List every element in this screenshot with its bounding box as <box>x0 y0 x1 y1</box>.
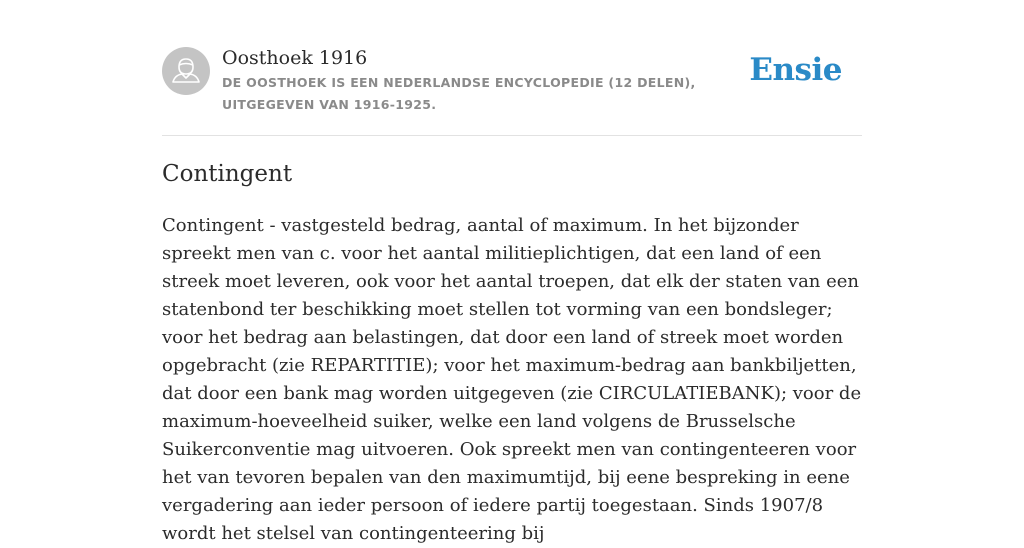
entry-body: Contingent - vastgesteld bedrag, aantal of maximum. In het bijzonder spreekt men van c. voor het aantal militieplichtigen, dat een land of een streek moet leveren, ook voor het aantal troepen, dat elk der staten van een statenbond ter beschikking moet stellen tot vorming van een bondsleger; voor het bedrag aan belastingen, dat door een land of streek moet worden opgebracht (zie REPARTITIE); voor het maximum-bedrag aan bankbiljetten, dat door een bank mag worden uitgegeven (zie CIRCULATIEBANK); voor de maximum-hoeveelheid suiker, welke een land volgens de Brusselsche Suikerconventie mag uitvoeren. Ook spreekt men van contingenteeren voor het van tevoren bepalen van den maximumtijd, bij eene bespreking in eene vergadering aan ieder persoon of iedere partij toegestaan. Sinds 1907/8 wordt het stelsel van contingenteering bij <box>162 215 862 544</box>
source-description: DE OOSTHOEK IS EEN NEDERLANDSE ENCYCLOPEDIE (12 DELEN), UITGEGEVEN VAN 1916-1925. <box>222 75 696 112</box>
source-avatar[interactable] <box>162 47 210 95</box>
source-title[interactable]: Oosthoek 1916 <box>222 47 368 69</box>
user-icon <box>162 47 210 95</box>
header-divider <box>162 135 862 136</box>
ensie-logo[interactable]: Ensie <box>749 52 842 88</box>
entry-title: Contingent <box>162 161 293 187</box>
source-header <box>162 46 862 118</box>
